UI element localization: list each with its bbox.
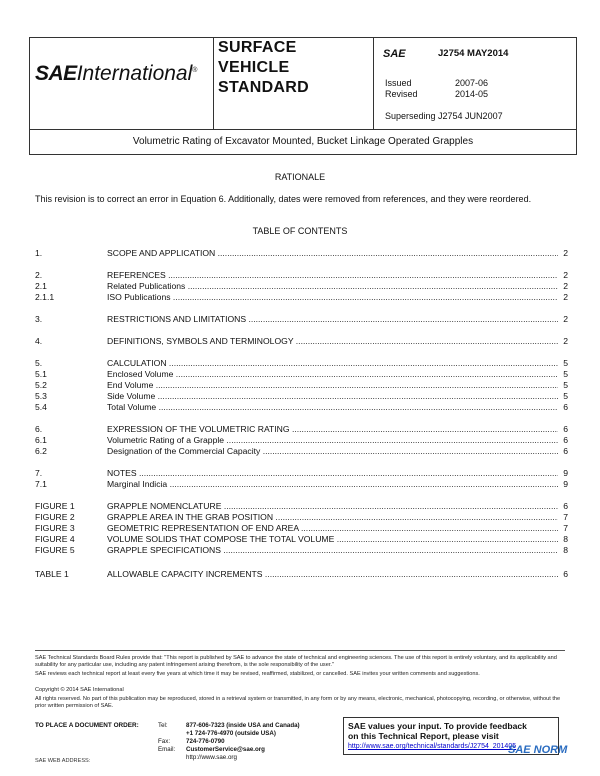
revised-value: 2014-05 [455,89,489,99]
toc-entry[interactable]: FIGURE 2 GRAPPLE AREA IN THE GRAB POSITION ..... 7 [35,512,568,523]
document-number: J2754 MAY2014 [438,48,509,59]
email-label: Email: [158,746,176,753]
toc-entry[interactable]: 4. DEFINITIONS, SYMBOLS AND TERMINOLOGY ..... 2 [35,336,568,347]
feedback-link[interactable]: http://www.sae.org/technical/standards/J2754_201405 [348,743,517,750]
superseding-note: Superseding J2754 JUN2007 [385,111,503,121]
document-title: Volumetric Rating of Excavator Mounted, Bucket Linkage Operated Grapples [132,136,474,147]
web-address-label: SAE WEB ADDRESS: [35,758,91,764]
toc-entry[interactable]: 5.4 Total Volume ..... 6 [35,402,568,413]
toc-entry[interactable]: 2.1.1 ISO Publications ..... 2 [35,292,568,303]
document-title-box [29,129,577,155]
toc-entry[interactable]: 1. SCOPE AND APPLICATION ..... 2 [35,248,568,259]
toc-entry[interactable]: 3. RESTRICTIONS AND LIMITATIONS ..... 2 [35,314,568,325]
issued-value: 2007-06 [455,78,489,88]
standard-line: SURFACE [218,39,297,56]
toc-entry[interactable]: 5.3 Side Volume ..... 5 [35,391,568,402]
tel-label: Tel: [158,722,168,729]
toc-entry[interactable]: 5.2 End Volume ..... 5 [35,380,568,391]
toc-entry[interactable]: TABLE 1 ALLOWABLE CAPACITY INCREMENTS ..... 6 [35,569,568,580]
footer-rule [35,650,565,651]
sae-norm-watermark: SAE NORM [508,744,568,756]
toc-entry[interactable]: 6.2 Designation of the Commercial Capacity ..... 6 [35,446,568,457]
contact-labels [158,722,175,754]
standard-type [218,38,309,98]
tel2-value: +1 724-776-4970 (outside USA) [186,730,276,737]
email-value[interactable]: CustomerService@sae.org [186,746,265,753]
revised-label: Revised [385,89,418,99]
standard-line: STANDARD [218,79,309,96]
header-divider [373,38,374,130]
toc-entry[interactable]: 7. NOTES ..... 9 [35,468,568,479]
toc-entry[interactable]: 5. CALCULATION ..... 5 [35,358,568,369]
tel-value: 877-606-7323 (inside USA and Canada) [186,722,300,729]
toc-entry[interactable]: FIGURE 1 GRAPPLE NOMENCLATURE ..... 6 [35,501,568,512]
footer-rights-paragraph: All rights reserved. No part of this publication may be reproduced, stored in a retrieval system or transmitted, in any form or by any means, electronic, mechanical, photocopying, recording, or otherwise, without the prior written permission of SAE. [35,696,561,709]
toc-entry[interactable]: 6. EXPRESSION OF THE VOLUMETRIC RATING ..... 6 [35,424,568,435]
toc-heading: TABLE OF CONTENTS [252,226,348,236]
contact-values [186,722,300,762]
standard-line: VEHICLE [218,59,290,76]
toc-entry[interactable]: 5.1 Enclosed Volume ..... 5 [35,369,568,380]
sae-small-logo: SAE [383,48,406,60]
toc-entry[interactable]: FIGURE 4 VOLUME SOLIDS THAT COMPOSE THE TOTAL VOLUME ..... 8 [35,534,568,545]
rationale-heading: RATIONALE [274,172,326,182]
toc-entry[interactable]: 6.1 Volumetric Rating of a Grapple ..... 6 [35,435,568,446]
toc-entry[interactable]: FIGURE 5 GRAPPLE SPECIFICATIONS ..... 8 [35,545,568,556]
fax-label: Fax: [158,738,171,745]
web-value[interactable]: http://www.sae.org [186,754,237,761]
issued-label: Issued [385,78,412,88]
rationale-text: This revision is to correct an error in Equation 6. Additionally, dates were removed from references, and they were reordered. [35,194,532,204]
header-divider [213,38,214,130]
order-label: TO PLACE A DOCUMENT ORDER: [35,722,139,729]
sae-international-logo: SAEInternational® [35,62,198,85]
footer-copyright: Copyright © 2014 SAE International [35,687,124,693]
toc-entry[interactable]: FIGURE 3 GEOMETRIC REPRESENTATION OF END AREA ..... 7 [35,523,568,534]
toc-entry[interactable]: 7.1 Marginal Indicia ..... 9 [35,479,568,490]
toc-entry[interactable]: 2.1 Related Publications ..... 2 [35,281,568,292]
toc-entry[interactable]: 2. REFERENCES ..... 2 [35,270,568,281]
feedback-text: SAE values your input. To provide feedback on this Technical Report, please visit [348,721,527,741]
fax-value: 724-776-0790 [186,738,225,745]
footer-rules-paragraph: SAE Technical Standards Board Rules provide that: "This report is published by SAE to advance the state of technical and engineering sciences. The use of this report is entirely voluntary, and its applicability and suitability for any particular use, including any patent infringement arising therefrom, is the sole responsibility of the user." [35,655,557,668]
footer-review-paragraph: SAE reviews each technical report at least every five years at which time it may be revised, reaffirmed, stabilized, or cancelled. SAE invites your written comments and suggestions. [35,671,480,677]
